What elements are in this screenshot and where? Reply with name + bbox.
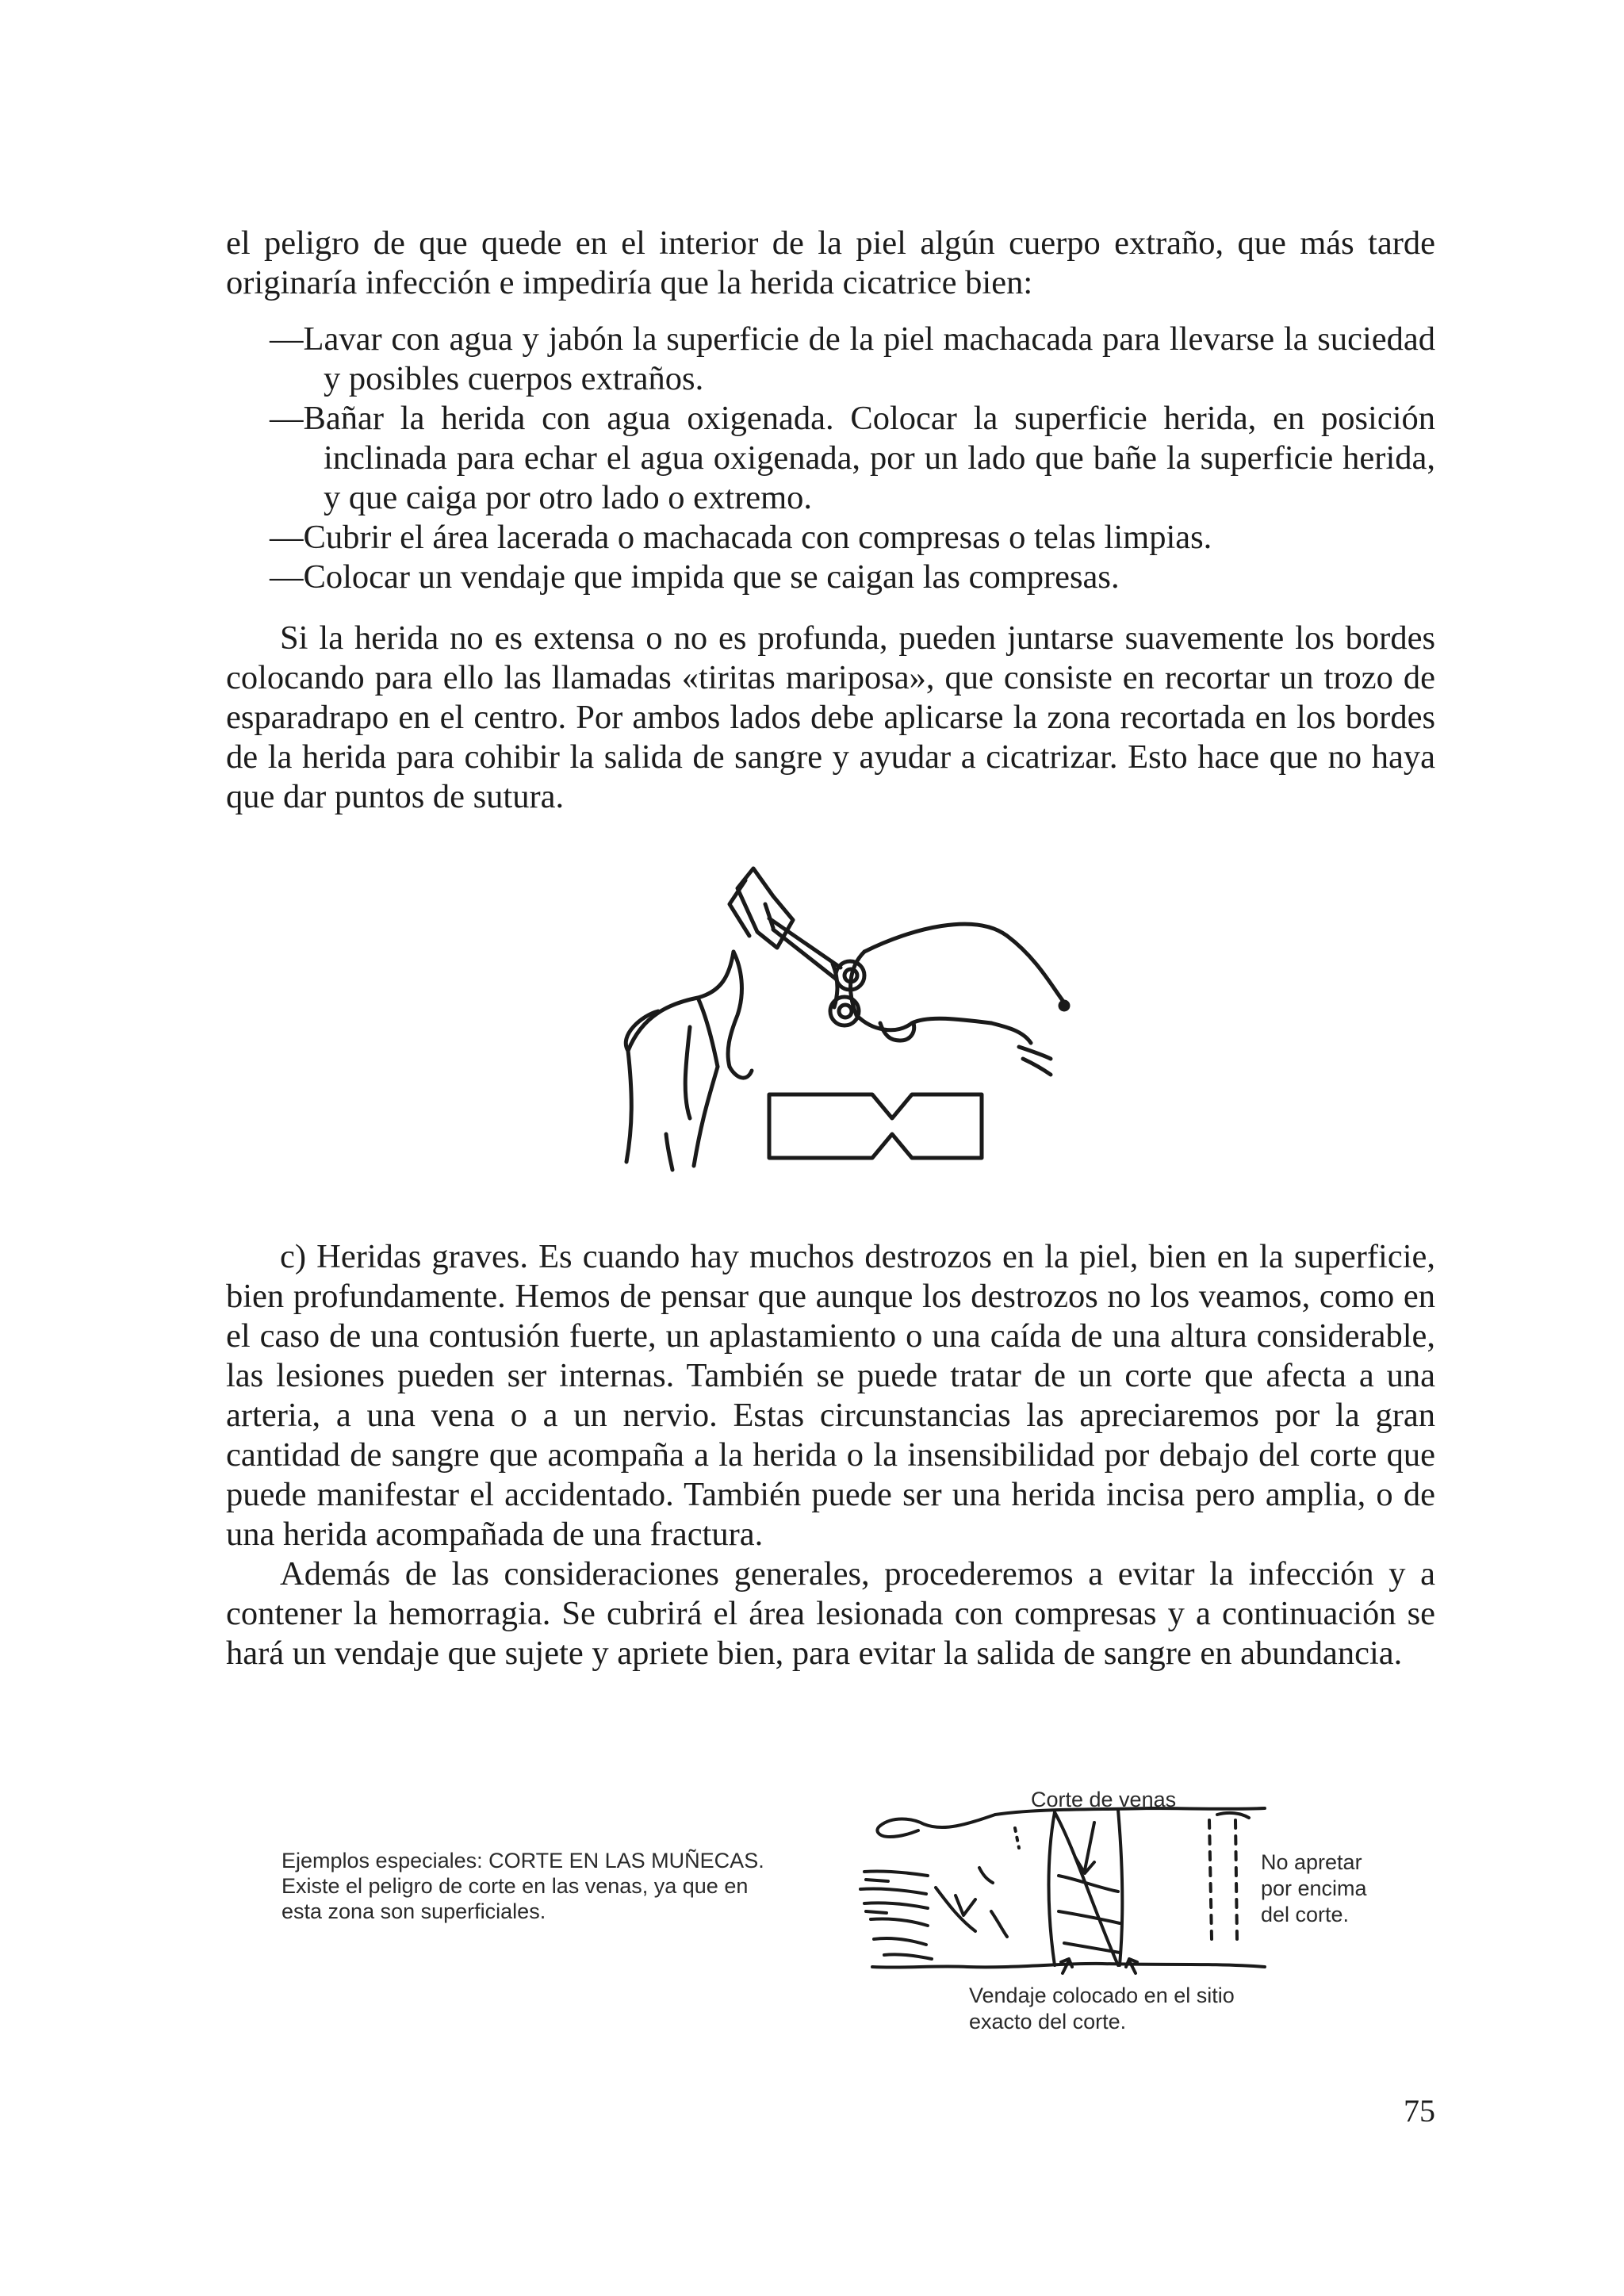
caption-line: Existe el peligro de corte en las venas, ya que en: [282, 1874, 749, 1898]
ademas-paragraph: Además de las consideraciones generales, procederemos a evitar la infección y a contener la hemorragia. Se cubrirá el área lesionada con compresas y a continuación se hará un vendaje que sujete y apriete bien, para evitar la salida de sangre en abundancia.: [226, 1555, 1435, 1672]
list-item: —Cubrir el área lacerada o machacada con compresas o telas limpias.: [270, 519, 1212, 556]
tiritas-paragraph: Si la herida no es extensa o no es profunda, pueden juntarse suavemente los bordes colocando para ello las llamadas «tiritas mariposa», que consiste en recortar un trozo de esparadrapo en el centro. Por ambos lados debe aplicarse la zona recortada en los bordes de la herida para cohibir la salida de sangre y ayudar a cicatrizar. Esto hace que no haya que dar puntos de sutura.: [226, 619, 1435, 815]
caption-line: esta zona son superficiales.: [282, 1899, 546, 1923]
caption-line: Ejemplos especiales: CORTE EN LAS MUÑECAS.: [282, 1849, 764, 1872]
wrist-figure-caption: [282, 1848, 852, 1924]
hand-outline-drawing: [880, 1815, 995, 1827]
dashed-limit-drawing: [1209, 1820, 1212, 1939]
butterfly-strip-illustration: [611, 857, 1078, 1174]
graves-paragraph: c) Heridas graves. Es cuando hay muchos destrozos en la piel, bien en la superficie, bien profundamente. Hemos de pensar que aunque los destrozos no los veamos, como en el caso de una contusión fuerte, un aplastamiento o una caída de una altura considerable, las lesiones pueden ser internas. También se puede tratar de un corte que afecta a una arteria, a una vena o a un nervio. Estas circunstancias las apreciaremos por la gran cantidad de sangre que acompaña a la herida o la insensibilidad por debajo del corte que puede manifestar el accidentado. También puede ser una herida incisa pero amplia, o de una herida acompañada de una fractura.: [226, 1238, 1435, 1553]
bandage-placement-label: Vendaje colocado en el sitio exacto del corte.: [969, 1984, 1235, 2033]
cut-veins-label: Corte de venas: [1031, 1788, 1177, 1811]
right-hand-drawing: [864, 924, 1067, 1006]
steps-list: [226, 320, 1435, 597]
list-item: —Lavar con agua y jabón la superficie de la piel machacada para llevarse la suciedad y posibles cuerpos extraños.: [270, 320, 1435, 397]
wrist-bandage-illustration: [856, 1800, 1269, 1983]
bandage-drawing: [1049, 1812, 1055, 1965]
butterfly-strip-shape: [769, 1094, 982, 1158]
list-item: —Colocar un vendaje que impida que se caigan las compresas.: [270, 558, 1120, 596]
do-not-tighten-label: No apretar por encima del corte.: [1261, 1850, 1367, 1926]
page-number: 75: [1404, 2093, 1435, 2129]
intro-paragraph: el peligro de que quede en el interior de la piel algún cuerpo extraño, que más tarde originaría infección e impediría que la herida cicatrice bien:: [226, 224, 1435, 301]
list-item: —Bañar la herida con agua oxigenada. Colocar la superficie herida, en posición inclinada para echar el agua oxigenada, por un lado que bañe la superficie herida, y que caiga por otro lado o extremo.: [270, 400, 1435, 516]
